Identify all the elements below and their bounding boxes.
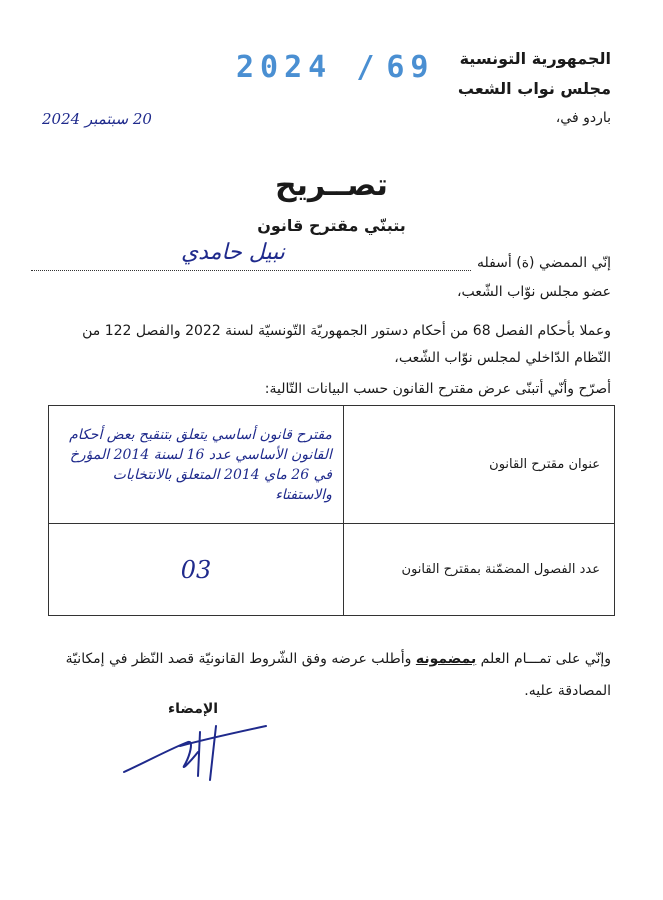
bill-data-table <box>48 405 615 616</box>
letterhead <box>458 44 611 104</box>
table-row <box>49 524 615 616</box>
declaration-subtitle: بتبنّي مقترح قانون <box>257 216 406 235</box>
signer-intro: إنّي الممضي (ة) أسفله <box>476 255 611 271</box>
stamp-separator: / <box>356 50 381 85</box>
republic-name: الجمهورية التونسية <box>459 49 611 68</box>
closing-emphasis: بمضمونه <box>415 651 477 667</box>
stamp-number: 69 <box>386 50 435 85</box>
article-count-label: عدد الفصول المضمّنة بمقترح القانون <box>343 524 614 616</box>
table-row <box>49 406 615 524</box>
article-count-handwritten: 03 <box>180 555 212 584</box>
registration-stamp <box>236 50 435 85</box>
bill-title-handwritten: مقترح قانون أساسي يتعلق بتنقيح بعض أحكام القانون الأساسي عدد 16 لسنة 2014 المؤرخ في 26 ماي 2014 المتعلق بالانتخابات والاستفتاء <box>69 426 332 503</box>
stamp-year: 2024 <box>236 50 333 85</box>
bill-title-cell <box>49 406 344 524</box>
legal-basis-paragraph: وعملا بأحكام الفصل 68 من أحكام دستور الجمهوريّة التّونسيّة لسنة 2022 والفصل 122 من النّظام الدّاخلي لمجلس نوّاب الشّعب، <box>82 323 611 366</box>
closing-text-end: وأطلب عرضه وفق الشّروط القانونيّة قصد النّظر في إمكانيّة المصادقة عليه. <box>65 651 611 699</box>
signer-name-handwritten: نبيل حامدي <box>180 240 285 265</box>
handwritten-signature <box>120 722 270 782</box>
declaration-title: تصــريح <box>275 168 388 203</box>
member-line: عضو مجلس نوّاب الشّعب، <box>457 284 611 300</box>
place-label: باردو في، <box>555 110 611 126</box>
bill-title-label: عنوان مقترح القانون <box>343 406 614 524</box>
signer-line <box>31 240 611 271</box>
signature-label: الإمضاء <box>168 701 219 717</box>
handwritten-date: 20 سبتمبر 2024 <box>42 110 152 128</box>
closing-paragraph <box>48 643 611 707</box>
article-count-cell <box>49 524 344 616</box>
parliament-name: مجلس نواب الشعب <box>457 79 611 98</box>
table-intro: أصرّح وأنّي أتبنّى عرض مقترح القانون حسب البيانات التّالية: <box>264 381 611 397</box>
closing-text-start: وإنّي على تمـــام العلم <box>476 651 611 667</box>
name-dotted-line <box>31 240 471 271</box>
